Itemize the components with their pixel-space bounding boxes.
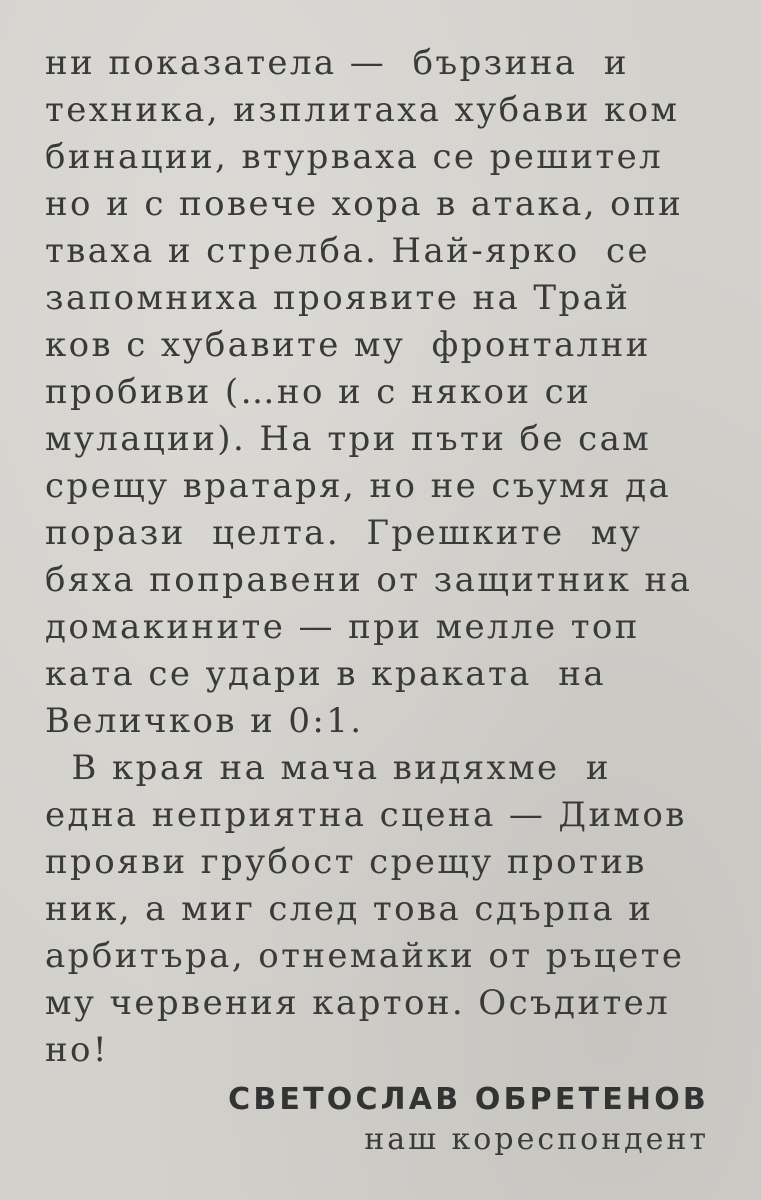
article-line: ката се удари в краката на [45,654,607,694]
article-line: пробиви (…но и с някои си [45,372,592,412]
article-line: прояви грубост срещу против [45,842,647,882]
article-line: тваха и стрелба. Най-ярко се [45,231,651,271]
article-line: домакините — при мелле топ [45,607,640,647]
article-line: мулации). На три пъти бе сам [45,419,652,459]
author-name: СВЕТОСЛАВ ОБРЕТЕНОВ [228,1082,709,1117]
article-line: но и с повече хора в атака, опи [45,184,684,224]
article-line: Величков и 0:1. [45,701,364,741]
article-line: запомниха проявите на Трай [45,278,631,318]
article-line: В края на мача видяхме и [45,748,611,788]
article-line: бинации, втурваха се решител [45,137,664,177]
article-line: арбитъра, отнемайки от ръцете [45,936,685,976]
article-body [45,40,745,1074]
article-line: ник, а миг след това сдърпа и [45,889,654,929]
article-line: порази целта. Грешките му [45,513,643,553]
article-line: ни показатела — бързина и [45,43,629,83]
article-line: една неприятна сцена — Димов [45,795,687,835]
article-line: ков с хубавите му фронтални [45,325,651,365]
article-line: но! [45,1030,109,1070]
article-line: бяха поправени от защитник на [45,560,693,600]
author-role: наш кореспондент [364,1122,709,1157]
article-line: му червения картон. Осъдител [45,983,671,1023]
article-line: техника, изплитаха хубави ком [45,90,680,130]
article-line: срещу вратаря, но не съумя да [45,466,672,506]
